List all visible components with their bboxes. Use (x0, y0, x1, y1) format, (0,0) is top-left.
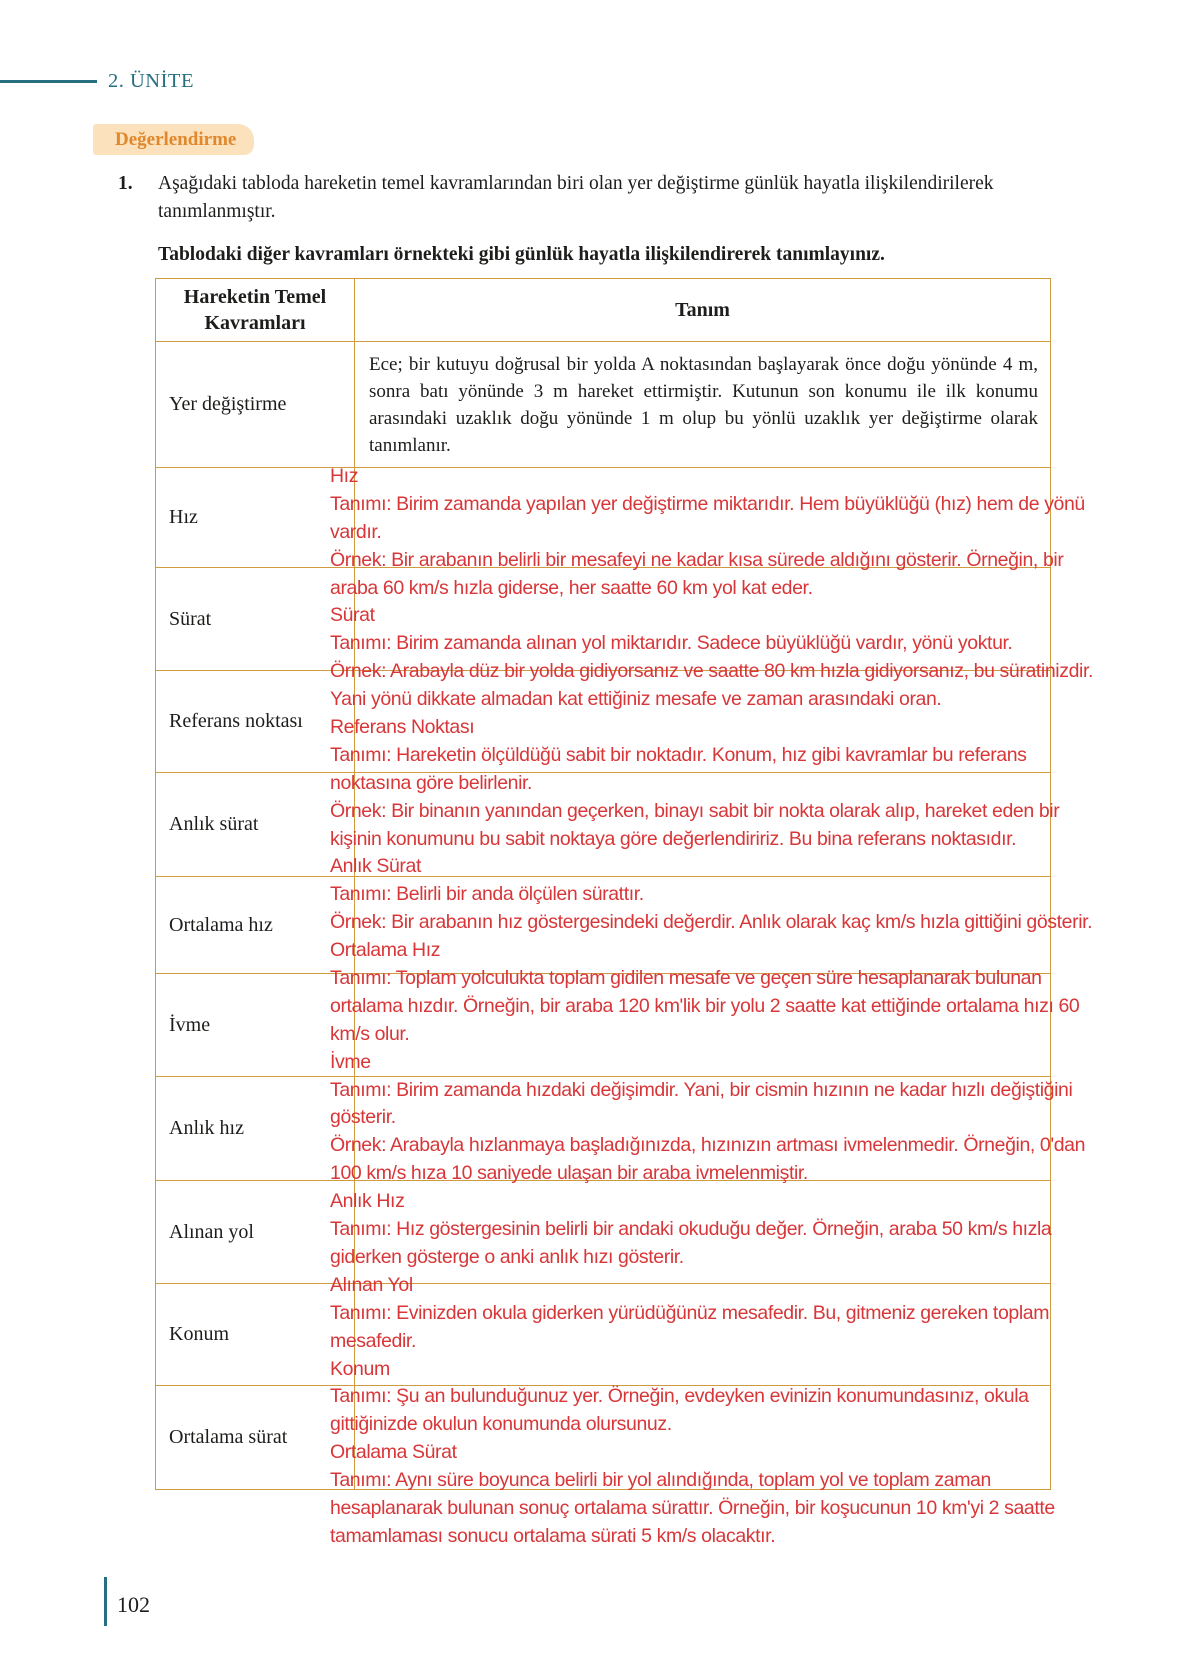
annotation-line: gittiğinizde okulun konumunda olursunuz. (330, 1413, 672, 1436)
annotation-line: Hız (330, 465, 359, 487)
annotation-line: Örnek: Arabayla hızlanmaya başladığınızda, hızınızın artması ivmelenmedir. Örneğin, 0'dan (330, 1134, 1086, 1157)
annotation-line: Tanımı: Şu an bulunduğunuz yer. Örneğin, evdeyken evinizin konumundasınız, okula (330, 1385, 1029, 1408)
concept-cell: Ortalama sürat (156, 1386, 355, 1489)
annotation-line: giderken gösterge o anki anlık hızı gösterir. (330, 1245, 684, 1268)
annotation-line: Örnek: Arabayla düz bir yolda gidiyorsanız ve saatte 80 km hızla gidiyorsanız, bu süratinizdir. (330, 660, 1093, 683)
annotation-line: mesafedir. (330, 1329, 416, 1352)
annotation-line: hesaplanarak bulunan sonuç ortalama sürattır. Örneğin, bir koşucunun 10 km'yi 2 saatte (330, 1496, 1055, 1519)
annotation-line: Ortalama Hız (330, 939, 441, 962)
evaluation-badge (93, 124, 254, 155)
unit-header-rule (0, 80, 97, 83)
unit-title: 2. ÜNİTE (108, 70, 194, 92)
definition-cell: Ece; bir kutuyu doğrusal bir yolda A noktasından başlayarak önce doğu yönünde 4 m, sonra batı yönünde 3 m hareket ettirmiştir. Kutunun son konumu ile ilk konumu arasındaki uzaklık doğu yönünde 1 m olup bu yönlü uzaklık yer değiştirme olarak tanımlanır. (369, 354, 1038, 456)
concept-cell: Konum (156, 1284, 355, 1385)
page-number: 102 (117, 1592, 150, 1617)
concept-cell: Sürat (156, 568, 355, 670)
annotation-line: noktasına göre belirlenir. (330, 771, 533, 794)
annotation-line: Ortalama Sürat (330, 1441, 457, 1464)
question-text: Aşağıdaki tabloda hareketin temel kavramlarından biri olan yer değiştirme günlük hayatla ilişkilendirilerek tanımlanmıştır. (158, 173, 994, 222)
annotation-line: İvme (330, 1050, 371, 1073)
annotation-line: ortalama hızdır. Örneğin, bir araba 120 km'lik bir yolu 2 saatte kat ettiğinde ortalama hızı 60 (330, 994, 1080, 1017)
table-row (156, 341, 1050, 467)
concept-cell: Anlık hız (156, 1077, 355, 1180)
annotation-line: Anlık Hız (330, 1190, 405, 1213)
annotation-line: Konum (330, 1357, 390, 1380)
annotation-line: Tanımı: Toplam yolculukta toplam gidilen mesafe ve geçen süre hesaplanarak bulunan (330, 967, 1042, 990)
annotation-line: Tanımı: Hız göstergesinin belirli bir andaki okuduğu değer. Örneğin, araba 50 km/s hızla (330, 1218, 1052, 1241)
annotation-line: Tanımı: Birim zamanda hızdaki değişimdir. Yani, bir cismin hızının ne kadar hızlı değiştiğini (330, 1078, 1073, 1101)
annotation-line: Tanımı: Hareketin ölçüldüğü sabit bir noktadır. Konum, hız gibi kavramlar bu referans (330, 743, 1027, 766)
concept-cell: Hız (156, 468, 355, 567)
annotation-line: Sürat (330, 604, 375, 627)
annotation-line: Tanımı: Birim zamanda alınan yol miktarıdır. Sadece büyüklüğü vardır, yönü yoktur. (330, 632, 1013, 655)
annotation-line: Örnek: Bir arabanın hız göstergesindeki değerdir. Anlık olarak kaç km/s hızla gittiğini gösterir. (330, 911, 1093, 934)
concept-cell: Yer değiştirme (156, 342, 355, 467)
concept-cell: Ortalama hız (156, 877, 355, 973)
annotation-line: araba 60 km/s hızla giderse, her saatte 60 km yol kat eder. (330, 576, 813, 599)
annotation-line: kişinin konumunu bu sabit noktaya göre değerlendiririz. Bu bina referans noktasıdır. (330, 827, 1017, 850)
annotation-line: gösterir. (330, 1106, 396, 1129)
annotation-line: Örnek: Bir arabanın belirli bir mesafeyi ne kadar kısa sürede aldığını gösterir. Örneğin, bir (330, 548, 1064, 571)
table-header-concepts (156, 279, 355, 341)
annotation-line: Örnek: Bir binanın yanından geçerken, binayı sabit bir nokta olarak alıp, hareket eden bir (330, 799, 1060, 822)
concept-cell: Alınan yol (156, 1181, 355, 1283)
table-header-row (156, 279, 1050, 341)
annotation-line: Yani yönü dikkate almadan kat ettiğiniz mesafe ve zaman arasındaki oran. (330, 688, 942, 711)
annotation-line: Tanımı: Aynı süre boyunca belirli bir yol alındığında, toplam yol ve toplam zaman (330, 1469, 991, 1492)
annotation-line: vardır. (330, 520, 382, 543)
table-header-definition: Tanım (675, 298, 730, 321)
annotation-line: Tanımı: Birim zamanda yapılan yer değiştirme miktarıdır. Hem büyüklüğü (hız) hem de yönü (330, 492, 1085, 515)
concept-cell: Anlık sürat (156, 773, 355, 876)
concept-cell: İvme (156, 974, 355, 1076)
annotation-line: Referans Noktası (330, 716, 475, 739)
table-header-concepts-line1: Hareketin Temel (183, 286, 327, 308)
instruction-text: Tablodaki diğer kavramları örnekteki gibi günlük hayatla ilişkilendirerek tanımlayınız. (158, 244, 885, 265)
annotation-line: Tanımı: Belirli bir anda ölçülen sürattır. (330, 883, 644, 906)
concept-cell: Referans noktası (156, 671, 355, 772)
evaluation-badge-label: Değerlendirme (115, 129, 237, 150)
annotation-line: Tanımı: Evinizden okula giderken yürüdüğünüz mesafedir. Bu, gitmeniz gereken toplam (330, 1301, 1050, 1324)
annotation-line: Anlık Sürat (330, 855, 421, 878)
table-header-concepts-line2: Kavramları (204, 312, 306, 334)
handwritten-red-annotation (330, 463, 1093, 1551)
annotation-line: tamamlaması sonucu ortalama sürati 5 km/s olacaktır. (330, 1524, 776, 1547)
annotation-line: 100 km/s hıza 10 saniyede ulaşan bir araba ivmelenmiştir. (330, 1162, 808, 1185)
question-number: 1. (118, 173, 133, 194)
page-number-rule (104, 1577, 107, 1626)
annotation-line: Alınan Yol (330, 1273, 413, 1296)
annotation-line: km/s olur. (330, 1022, 410, 1045)
